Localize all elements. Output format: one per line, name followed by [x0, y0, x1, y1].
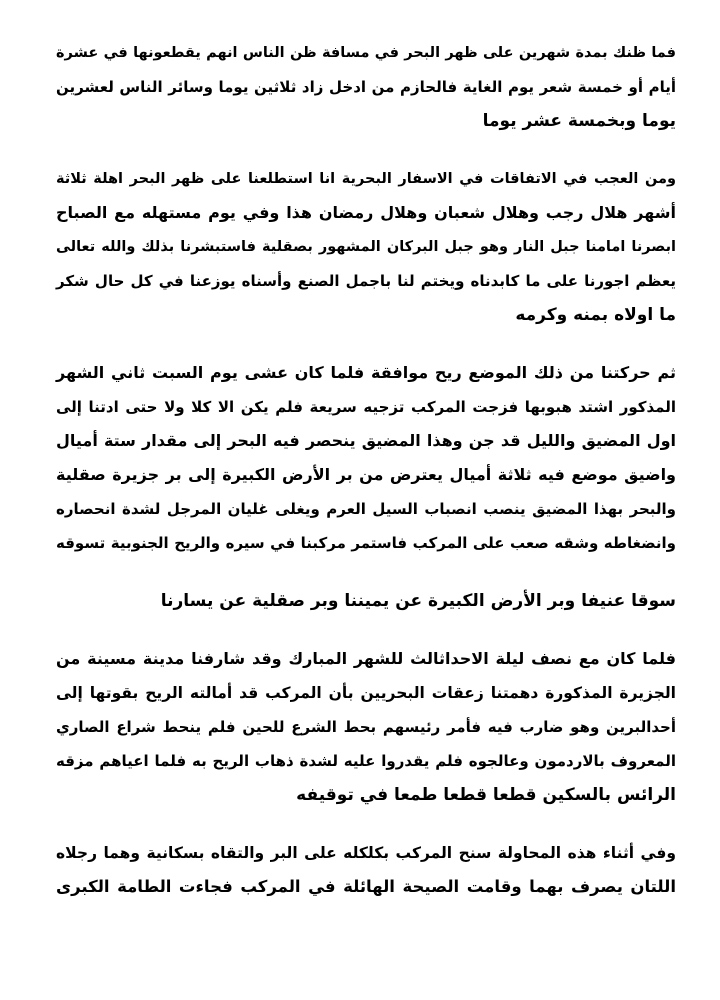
text-line: ما اولاه بمنه وكرمه — [515, 305, 676, 325]
paragraph-6 — [56, 836, 676, 904]
text-line: فما ظنك بمدة شهرين على ظهر البحر في مسافة ظن الناس انهم يقطعونها في عشرة — [56, 45, 676, 61]
text-line: وانضغاطه وشقه صعب على المركب فاستمر مركبنا في سيره والريح الجنوبية تسوقه — [56, 534, 676, 552]
text-line: المعروف بالاردمون وعالجوه فلم يقدروا عليه لشدة ذهاب الريح به فلما اعياهم مزقه — [56, 752, 676, 770]
paragraph-1 — [56, 36, 676, 138]
paragraph-3 — [56, 356, 676, 560]
text-line: اول المضيق والليل قد جن وهذا المضيق ينحصر فيه البحر إلى مقدار ستة أميال — [56, 431, 676, 450]
text-line: سوقا عنيفا وبر الأرض الكبيرة عن يميننا وبر صقلية عن يسارنا — [160, 591, 676, 611]
paragraph-4 — [56, 584, 676, 618]
text-line: الجزيرة المذكورة دهمتنا زعقات البحريين بأن المركب قد أمالته الريح بقوتها إلى — [56, 684, 676, 702]
text-line: أشهر هلال رجب وهلال شعبان وهلال رمضان هذا وفي يوم مستهله مع الصباح — [56, 203, 676, 222]
text-line: ومن العجب في الاتفاقات في الاسفار البحرية انا استطلعنا على ظهر البحر اهلة ثلاثة — [56, 171, 676, 187]
text-line: ابصرنا امامنا جبل النار وهو جبل البركان المشهور بصقلية فاستبشرنا بذلك والله تعالى — [56, 239, 676, 255]
text-line: وفي أثناء هذه المحاولة سنح المركب بكلكله على البر والتقاه بسكانية وهما رجلاه — [56, 844, 676, 862]
paragraph-2 — [56, 162, 676, 332]
text-line: المذكور اشتد هبوبها فزجت المركب تزجيه سريعة فلم يكن الا كلا ولا حتى ادتنا إلى — [56, 398, 676, 416]
text-line: يعظم اجورنا على ما كابدناه ويختم لنا باجمل الصنع وأسناه يوزعنا في كل حال شكر — [56, 272, 676, 290]
text-line: يوما وبخمسة عشر يوما — [482, 111, 676, 131]
text-line: أحدالبرين وهو ضارب فيه فأمر رئيسهم بحط الشرع للحين فلم ينحط شراع الصاري — [56, 718, 676, 736]
text-line: اللتان يصرف بهما وقامت الصيحة الهائلة في المركب فجاءت الطامة الكبرى — [56, 877, 676, 896]
text-line: أيام أو خمسة شعر يوم الغاية فالحازم من ادخل زاد ثلاثين يوما وسائر الناس لعشرين — [56, 78, 676, 96]
document-page — [56, 36, 676, 928]
text-line: ثم حركتنا من ذلك الموضع ريح موافقة فلما كان عشى يوم السبت ثاني الشهر — [56, 363, 676, 382]
text-line: الرائس بالسكين قطعا قطعا طمعا في توقيفه — [296, 785, 676, 805]
text-line: والبحر بهذا المضيق ينصب انصباب السيل العرم ويغلى غليان المرجل لشدة انحصاره — [56, 500, 676, 518]
text-line: فلما كان مع نصف ليلة الاحداثالث للشهر المبارك وقد شارفنا مدينة مسينة من — [56, 649, 676, 668]
paragraph-5 — [56, 642, 676, 812]
text-line: واضيق موضع فيه ثلاثة أميال يعترض من بر الأرض الكبيرة إلى بر جزيرة صقلية — [56, 465, 676, 484]
